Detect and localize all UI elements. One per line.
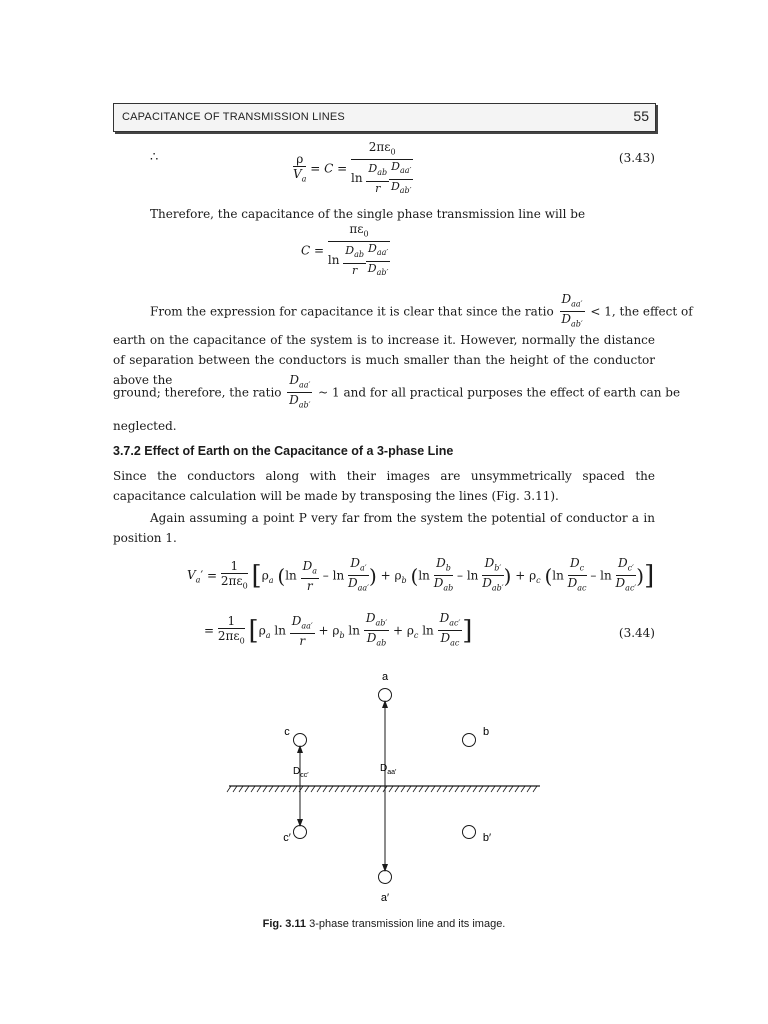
paragraph-point-p: Again assuming a point P very far from the system the potential of conductor a in position 1. [113, 511, 655, 545]
paragraph-capacitance-statement: Therefore, the capacitance of the single phase transmission line will be [150, 207, 586, 221]
therefore-symbol: ∴ [150, 150, 159, 165]
conductor-c [294, 734, 307, 747]
label-dcc: $D_{cc'}$ [293, 766, 309, 779]
label-a-prime: a′ [380, 892, 390, 904]
paragraph-earth-effect: earth on the capacitance of the system is to increase it. However, normally the distance of separation between the conductors is much smaller than the height of the conductor above the [113, 333, 655, 387]
figure-caption [0, 918, 768, 930]
paragraph-ground-start: ground; therefore, the ratio [113, 385, 282, 400]
label-b: b [482, 726, 490, 738]
paragraph-unsymmetric-spacing: Since the conductors along with their images are unsymmetrically spaced the capacitance calculation will be made by transposing the lines (Fig. 3.11). [113, 469, 655, 503]
ground-hatching [227, 786, 537, 792]
page-number: 55 [633, 108, 649, 124]
conductor-a-image [379, 871, 392, 884]
label-a: a [381, 671, 389, 683]
section-heading: 3.7.2 Effect of Earth on the Capacitance of a 3-phase Line [113, 444, 454, 458]
paragraph-ratio-end: < 1, the effect of [590, 304, 693, 319]
conductor-a [379, 689, 392, 702]
paragraph-ground-ratio: ground; therefore, the ratio $\frac{D_{aa'}}{D_{ab'}}$ ~ 1 and for all practical purposes the effect of earth can be [113, 373, 681, 410]
label-c: c [284, 726, 290, 738]
equation-number-3-43: (3.43) [618, 151, 655, 165]
paragraph-ground-end: ~ 1 and for all practical purposes the effect of earth can be [318, 385, 681, 400]
figure-caption-text: 3-phase transmission line and its image. [306, 918, 506, 930]
equation-number-3-44: (3.44) [618, 626, 655, 640]
header-title: CAPACITANCE OF TRANSMISSION LINES [122, 111, 345, 123]
paragraph-neglected: neglected. [113, 419, 177, 433]
paragraph-ratio-line: From the expression for capacitance it is clear that since the ratio $\frac{D_{aa'}}{D_{ab'}}$ < 1, the effect of [150, 292, 693, 329]
conductor-c-image [294, 826, 307, 839]
label-daa: $D_{aa'}$ [380, 763, 397, 776]
label-b-prime: b′ [482, 832, 492, 844]
paragraph-ratio-start: From the expression for capacitance it is clear that since the ratio [150, 304, 554, 319]
conductor-b-image [463, 826, 476, 839]
figure-caption-label: Fig. 3.11 [262, 918, 307, 930]
equation-3-44-line-1: $V_a'$ = $\frac{1}{2\pi\varepsilon_0}$ [$\rho_a$ (ln $\frac{D_a}{r}$ – ln $\frac{D_{a'}}{D_{aa'}}$ ) + $\rho_b$ (ln $\frac{D_b}{D_{ab}}$ – ln $\frac{D_{b'}}{D_{ab'}}$ ) + $\rho_c$ (ln $\frac{D_c}{D_{ac}}$ – ln $\frac{D_{c'}}{D_{ac'}}$ )] [187, 556, 655, 594]
equation-3-44-line-2: = $\frac{1}{2\pi\varepsilon_0}$ [$\rho_a$ ln $\frac{D_{aa'}}{r}$ + $\rho_b$ ln $\frac{D_{ab'}}{D_{ab}}$ + $\rho_c$ ln $\frac{D_{ac'}}{D_{ac}}$ ] [204, 611, 473, 649]
equation-capacitance: C = $\pi\varepsilon_0$ ln $\frac{D_{ab}}{r}$ $\frac{D_{aa'}}{D_{ab'}}$ [301, 222, 389, 277]
equation-3-43: $\frac{\rho}{V_a}$ = C = $2\pi\varepsilon_0$ ln $\frac{D_{ab}}{r}$ $\frac{D_{aa'}}{D_{ab'}}$ [293, 140, 412, 195]
label-c-prime: c′ [283, 832, 291, 844]
conductor-b [463, 734, 476, 747]
